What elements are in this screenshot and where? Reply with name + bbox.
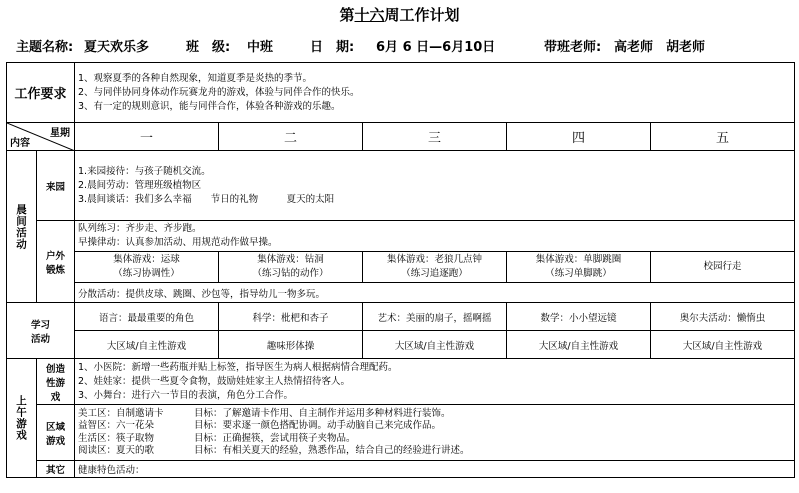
page-title: 第十六周工作计划: [339, 6, 460, 24]
work-requirements-row: [7, 63, 795, 123]
group-game-cell: 集体游戏：单脚跳圈 （练习单脚跳）: [507, 252, 651, 283]
other-label: 其它: [37, 461, 75, 478]
group-game-cell: 校园行走: [651, 252, 795, 283]
study-lessons-row: [7, 303, 795, 331]
days-corner-cell: [7, 123, 75, 151]
theme-value: 夏天欢乐多: [84, 40, 150, 55]
zone-games-row: [7, 405, 795, 461]
zone-cell: 大区域/自主性游戏: [651, 331, 795, 359]
date-value: 6月 6 日—6月10日: [376, 40, 496, 55]
group-game-cell: 集体游戏：老狼几点钟 （练习追逐跑）: [363, 252, 507, 283]
days-header-row: [7, 123, 795, 151]
dispersed-row: [7, 283, 795, 303]
zone-game-line: 美工区：自制邀请卡 目标：了解邀请卡作用、自主制作并运用多种材料进行装饰。: [78, 407, 451, 419]
arrival-row: [7, 151, 795, 221]
teacher-value: 高老师 胡老师: [614, 40, 706, 55]
morning-games-label: 上午游戏: [7, 359, 37, 478]
zone-game-line: 益智区：六一花朵 目标：要求逐一颜色搭配协调。动手动脑自己来完成作品。: [78, 420, 442, 431]
creative-line: 3、小舞台：进行六一节目的表演，角色分工合作。: [78, 389, 294, 401]
date-label: 日 期:: [310, 40, 355, 55]
drill-line: 队列练习：齐步走、齐步跑。: [78, 223, 202, 234]
week-number: 十六: [354, 6, 385, 24]
requirement-item: 1、观察夏季的各种自然现象，知道夏季是炎热的季节。: [78, 72, 313, 84]
arrival-line: 3.晨间谈话：我们多么幸福 节日的礼物 夏天的太阳: [78, 193, 335, 205]
creative-games-content: [75, 359, 795, 405]
outdoor-drill-row: [7, 221, 795, 252]
zone-cell: 大区域/自主性游戏: [363, 331, 507, 359]
class-value: 中班: [247, 40, 274, 55]
other-content: 健康特色活动：: [75, 461, 795, 478]
creative-games-row: [7, 359, 795, 405]
header-info: [0, 36, 799, 58]
work-requirements-content: [75, 63, 795, 123]
requirement-item: 3、有一定的规则意识，能与同伴合作，体验各种游戏的乐趣。: [78, 100, 341, 112]
morning-activity-label: 晨间活动: [7, 151, 37, 303]
class-label: 班 级:: [186, 40, 231, 55]
zone-game-line: 生活区：筷子取物 目标：正确握筷，尝试用筷子夹物品。: [78, 432, 356, 444]
creative-line: 2、娃娃家：提供一些夏令食物，鼓励娃娃家主人热情招待客人。: [78, 375, 351, 387]
zone-cell: 大区域/自主性游戏: [75, 331, 219, 359]
work-requirements-label: 工作要求: [7, 63, 75, 123]
zone-games-label: 区域游戏: [37, 405, 75, 461]
lesson-cell: 科学：枇杷和杏子: [219, 303, 363, 331]
lesson-cell: 奥尔夫活动：懒惰虫: [651, 303, 795, 331]
lesson-cell: 语言：最最重要的角色: [75, 303, 219, 331]
day-wednesday: 三: [363, 123, 507, 151]
day-thursday: 四: [507, 123, 651, 151]
zone-cell: 大区域/自主性游戏: [507, 331, 651, 359]
zone-game-line: 阅读区：夏天的歌 目标：有相关夏天的经验，熟悉作品，结合自己的经验进行讲述。: [78, 445, 470, 456]
creative-games-label: 创造性游戏: [37, 359, 75, 405]
arrival-label: 来园: [37, 151, 75, 221]
content-label: 内容: [10, 138, 30, 149]
group-games-row: [7, 252, 795, 283]
zone-games-content: [75, 405, 795, 461]
requirement-item: 2、与同伴协同身体动作玩赛龙舟的游戏，体验与同伴合作的快乐。: [78, 86, 360, 98]
arrival-content: [75, 151, 795, 221]
group-game-cell: 集体游戏：运球 （练习协调性）: [75, 252, 219, 283]
other-row: [7, 461, 795, 478]
outdoor-label: 户外锻炼: [37, 221, 75, 303]
weekly-plan-table: [6, 62, 795, 478]
zone-cell: 趣味形体操: [219, 331, 363, 359]
day-friday: 五: [651, 123, 795, 151]
arrival-line: 2.晨间劳动：管理班级植物区: [78, 179, 202, 191]
teacher-label: 带班老师:: [544, 40, 602, 55]
group-game-cell: 集体游戏：钻洞 （练习钻的动作）: [219, 252, 363, 283]
dispersed-content: 分散活动：提供皮球、跳圈、沙包等，指导幼儿一物多玩。: [75, 283, 795, 303]
weekday-label: 星期: [50, 128, 71, 139]
day-monday: 一: [75, 123, 219, 151]
theme-label: 主题名称:: [16, 40, 74, 55]
study-label: 学习活动: [7, 303, 75, 359]
day-tuesday: 二: [219, 123, 363, 151]
lesson-cell: 数学：小小望远镜: [507, 303, 651, 331]
creative-line: 1、小医院：新增一些药瓶并贴上标签，指导医生为病人根据病情合理配药。: [78, 361, 398, 373]
study-zones-row: [7, 331, 795, 359]
arrival-line: 1.来园接待：与孩子随机交流。: [78, 165, 211, 177]
outdoor-drill-content: [75, 221, 795, 252]
lesson-cell: 艺术：美丽的扇子，摇啊摇: [363, 303, 507, 331]
drill-line: 早操律动：认真参加活动、用规范动作做早操。: [78, 237, 278, 248]
